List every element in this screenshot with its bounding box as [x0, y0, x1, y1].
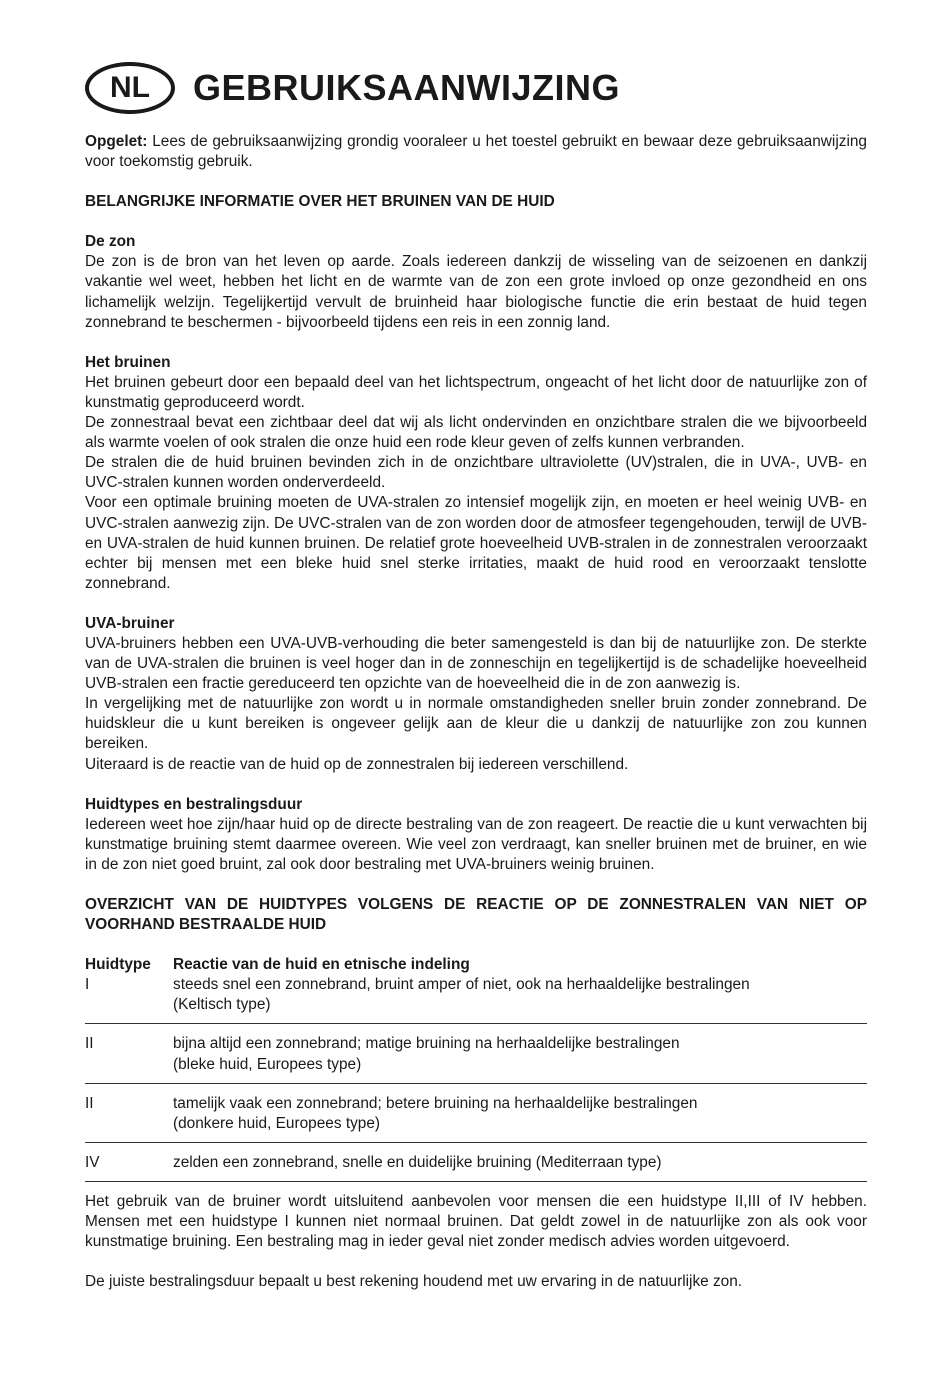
ethnic-text: (bleke huid, Europees type)	[173, 1055, 362, 1073]
paragraph-tanning-1: Het bruinen gebeurt door een bepaald deel van het lichtspectrum, ongeacht of het licht door de natuurlijke zon of kunstmatig geproduceerd wordt.	[85, 373, 867, 411]
page-title: GEBRUIKSAANWIJZING	[193, 67, 621, 108]
skintype-table	[85, 955, 867, 1182]
paragraph-tanning-2: De zonnestraal bevat een zichtbaar deel dat wij als licht ondervinden en onzichtbare stralen die we bijvoorbeeld als warmte voelen of ook stralen die onze huid een rode kleur geven of zelfs kunnen verbranden.	[85, 414, 867, 452]
paragraph-tanning-4: Voor een optimale bruining moeten de UVA-stralen zo intensief mogelijk zijn, en moeten er heel weinig UVB- en UVC-stralen aanwezig zijn. De UVC-stralen van de zon worden door de atmosfeer tegengehouden, terwijl de UVB- en UVA-stralen de huid kunnen bruinen. De relatief grote hoeveelheid UVB-stralen in de zonnestralen veroorzaakt echter bij mensen met een bleke huid snel sterke irritaties, maakt de huid rood en veroorzaakt tenslotte zonnebrand.	[85, 494, 867, 592]
reaction-text: tamelijk vaak een zonnebrand; betere bruining na herhaaldelijke bestralingen	[173, 1094, 698, 1112]
reaction-text: zelden een zonnebrand, snelle en duidelijke bruining (Mediterraan type)	[173, 1153, 662, 1171]
heading-uva: UVA-bruiner	[85, 614, 175, 632]
reaction-cell	[173, 1142, 867, 1181]
column-header-skintype: Huidtype	[85, 956, 151, 974]
table-row	[85, 1142, 867, 1181]
heading-tanning: Het bruinen	[85, 353, 171, 371]
heading-sun: De zon	[85, 233, 136, 251]
paragraph-skintypes: Iedereen weet hoe zijn/haar huid op de directe bestraling van de zon reageert. De reactie die u kunt verwachten bij kunstmatige bruining stemt daarmee overeen. Wie veel zon verdraagt, kan sneller bruinen met de bruiner, en wie in de zon niet goed bruint, zal ook door bestraling met UVA-bruiners weinig bruinen.	[85, 815, 867, 873]
table-row	[85, 1083, 867, 1142]
table-row	[85, 1024, 867, 1083]
section-title-tanning-info: BELANGRIJKE INFORMATIE OVER HET BRUINEN VAN DE HUID	[85, 193, 555, 211]
reaction-cell	[173, 1083, 867, 1142]
skintype-cell: II	[85, 1024, 173, 1083]
paragraph-uva-3: Uiteraard is de reactie van de huid op de zonnestralen bij iedereen verschillend.	[85, 755, 629, 773]
intro-label: Opgelet:	[85, 133, 148, 150]
paragraph-uva-2: In vergelijking met de natuurlijke zon wordt u in normale omstandigheden sneller bruin zonder zonnebrand. De huidskleur die u kunt bereiken is ongeveer gelijk aan de kleur die u dankzij de natuurlijke zon zou kunnen bereiken.	[85, 695, 867, 753]
manual-page	[85, 58, 867, 1292]
intro-text: Lees de gebruiksaanwijzing grondig vooraleer u het toestel gebruikt en bewaar deze gebruiksaanwijzing voor toekomstig gebruik.	[85, 133, 867, 171]
language-badge: NL	[85, 62, 175, 114]
ethnic-text: (donkere huid, Europees type)	[173, 1114, 381, 1132]
table-header	[85, 955, 867, 975]
column-header-reaction: Reactie van de huid en etnische indeling	[173, 956, 470, 974]
paragraph-closing-2: De juiste bestralingsduur bepaalt u best rekening houdend met uw ervaring in de natuurlijke zon.	[85, 1273, 743, 1291]
ethnic-text: (Keltisch type)	[173, 996, 271, 1014]
paragraph-uva-1: UVA-bruiners hebben een UVA-UVB-verhouding die beter samengesteld is dan bij de natuurlijke zon. De sterkte van de UVA-stralen die bruinen is veel hoger dan in de zonneschijn en tegelijkertijd is de schadelijke hoeveelheid UVB-stralen een fractie gereduceerd ten opzichte van de hoeveelheid die in de zon aanwezig is.	[85, 634, 867, 693]
intro-paragraph	[85, 132, 867, 172]
page-header	[85, 58, 867, 118]
reaction-text: bijna altijd een zonnebrand; matige bruining na herhaaldelijke bestralingen	[173, 1035, 680, 1053]
reaction-cell	[173, 1024, 867, 1083]
skintype-cell: IV	[85, 1142, 173, 1181]
reaction-cell	[173, 975, 867, 1024]
skintype-cell: I	[85, 975, 173, 1024]
table-row	[85, 975, 867, 1024]
skintype-cell: II	[85, 1083, 173, 1142]
section-title-skintype-overview: OVERZICHT VAN DE HUIDTYPES VOLGENS DE REACTIE OP DE ZONNESTRALEN VAN NIET OP VOORHAND BESTRAALDE HUID	[85, 896, 867, 934]
paragraph-closing-1: Het gebruik van de bruiner wordt uitsluitend aanbevolen voor mensen die een huidstype II,III of IV hebben. Mensen met een huidstype I kunnen niet normaal bruinen. Dat geldt zowel in de natuurlijke zon als ook voor kunstmatige bruining. Een bestraling mag in ieder geval niet zonder medisch advies worden uitgevoerd.	[85, 1192, 867, 1251]
reaction-text: steeds snel een zonnebrand, bruint amper of niet, ook na herhaaldelijke bestralingen	[173, 976, 750, 994]
paragraph-sun: De zon is de bron van het leven op aarde. Zoals iedereen dankzij de wisseling van de seizoenen en dankzij vakantie wel weet, hebben het licht en de warmte van de zon een grote invloed op onze gezondheid en ons lichamelijk welzijn. Tegelijkertijd vervult de bruinheid haar biologische functie die erin bestaat de huid tegen zonnebrand te beschermen - bijvoorbeeld tijdens een reis in een zonnig land.	[85, 253, 867, 331]
heading-skintypes: Huidtypes en bestralingsduur	[85, 795, 303, 813]
paragraph-tanning-3: De stralen die de huid bruinen bevinden zich in de onzichtbare ultraviolette (UV)stralen, die in UVA-, UVB- en UVC-stralen kunnen worden onderverdeeld.	[85, 454, 867, 492]
